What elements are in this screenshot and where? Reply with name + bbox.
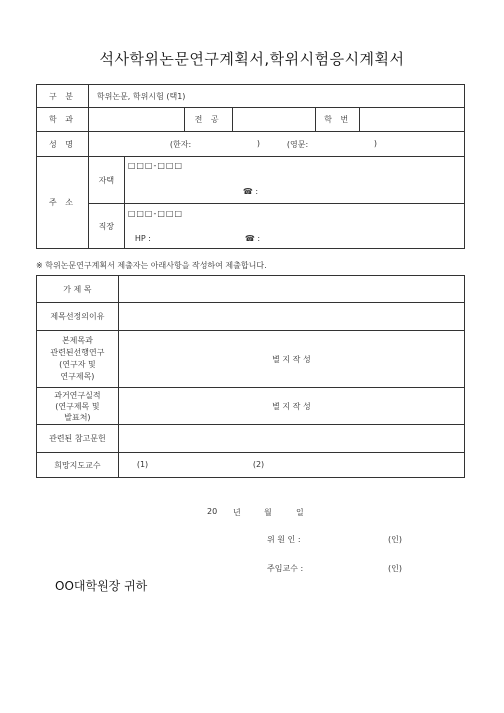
hanja-close: )	[256, 139, 261, 148]
year-prefix: 20	[207, 507, 218, 516]
year-label: 년	[233, 508, 241, 517]
work-address-field[interactable]	[124, 204, 464, 249]
addressee: OO대학원장 귀하	[55, 579, 148, 593]
student-no-label: 학 번	[316, 108, 360, 132]
work-label: 직장	[88, 204, 124, 249]
month-label: 월	[264, 508, 272, 517]
plan-row-value[interactable]	[118, 303, 464, 331]
dept-field[interactable]	[88, 108, 184, 132]
advisor-field[interactable]	[118, 453, 464, 478]
plan-row-label: 관련된 참고문헌	[37, 425, 119, 453]
plan-row-label: 가 제 목	[37, 276, 119, 303]
info-table	[36, 84, 465, 249]
work-postal: □□□-□□□	[127, 209, 184, 218]
plan-row-label: 본제목과 관련된선행연구 (연구자 및 연구제목)	[37, 331, 119, 388]
major-label: 전 공	[184, 108, 232, 132]
category-label: 구 분	[37, 85, 89, 108]
hp-label: HP :	[134, 234, 151, 243]
student-no-field[interactable]	[360, 108, 465, 132]
applicant-seal: (인)	[388, 535, 402, 544]
plan-row-value[interactable]	[118, 425, 464, 453]
hanja-label: (한자:	[169, 140, 192, 149]
english-close: )	[373, 139, 378, 148]
name-field[interactable]	[88, 132, 464, 157]
plan-row-value[interactable]: 별 지 작 성	[118, 331, 464, 388]
dept-label: 학 과	[37, 108, 89, 132]
instruction-note: ※ 학위논문연구계획서 제출자는 아래사항을 작성하여 제출합니다.	[36, 261, 267, 270]
plan-row-value[interactable]	[118, 276, 464, 303]
page-title: 석사학위논문연구계획서,학위시험응시계획서	[99, 50, 405, 68]
advisor-1: (1)	[136, 460, 149, 469]
home-address-field[interactable]	[124, 157, 464, 204]
home-label: 자택	[88, 157, 124, 204]
name-label: 성 명	[37, 132, 89, 157]
applicant-label: 위 원 인 :	[267, 535, 301, 544]
english-label: (영문:	[286, 140, 309, 149]
professor-label: 주임교수 :	[267, 564, 304, 573]
plan-row-label: 제목선정의이유	[37, 303, 119, 331]
address-label: 주 소	[37, 157, 89, 249]
plan-table	[36, 275, 465, 478]
home-postal: □□□-□□□	[127, 161, 184, 170]
category-value: 학위논문, 학위시험 (택1)	[88, 85, 464, 108]
home-phone: ☎ :	[242, 187, 259, 196]
advisor-2: (2)	[252, 460, 265, 469]
major-field[interactable]	[232, 108, 316, 132]
work-phone: ☎ :	[244, 234, 261, 243]
plan-row-label: 과거연구실적 (연구제목 및 발표처)	[37, 388, 119, 425]
day-label: 일	[296, 508, 304, 517]
professor-seal: (인)	[388, 564, 402, 573]
plan-row-value[interactable]: 별 지 작 성	[118, 388, 464, 425]
advisor-label: 희망지도교수	[37, 453, 119, 478]
